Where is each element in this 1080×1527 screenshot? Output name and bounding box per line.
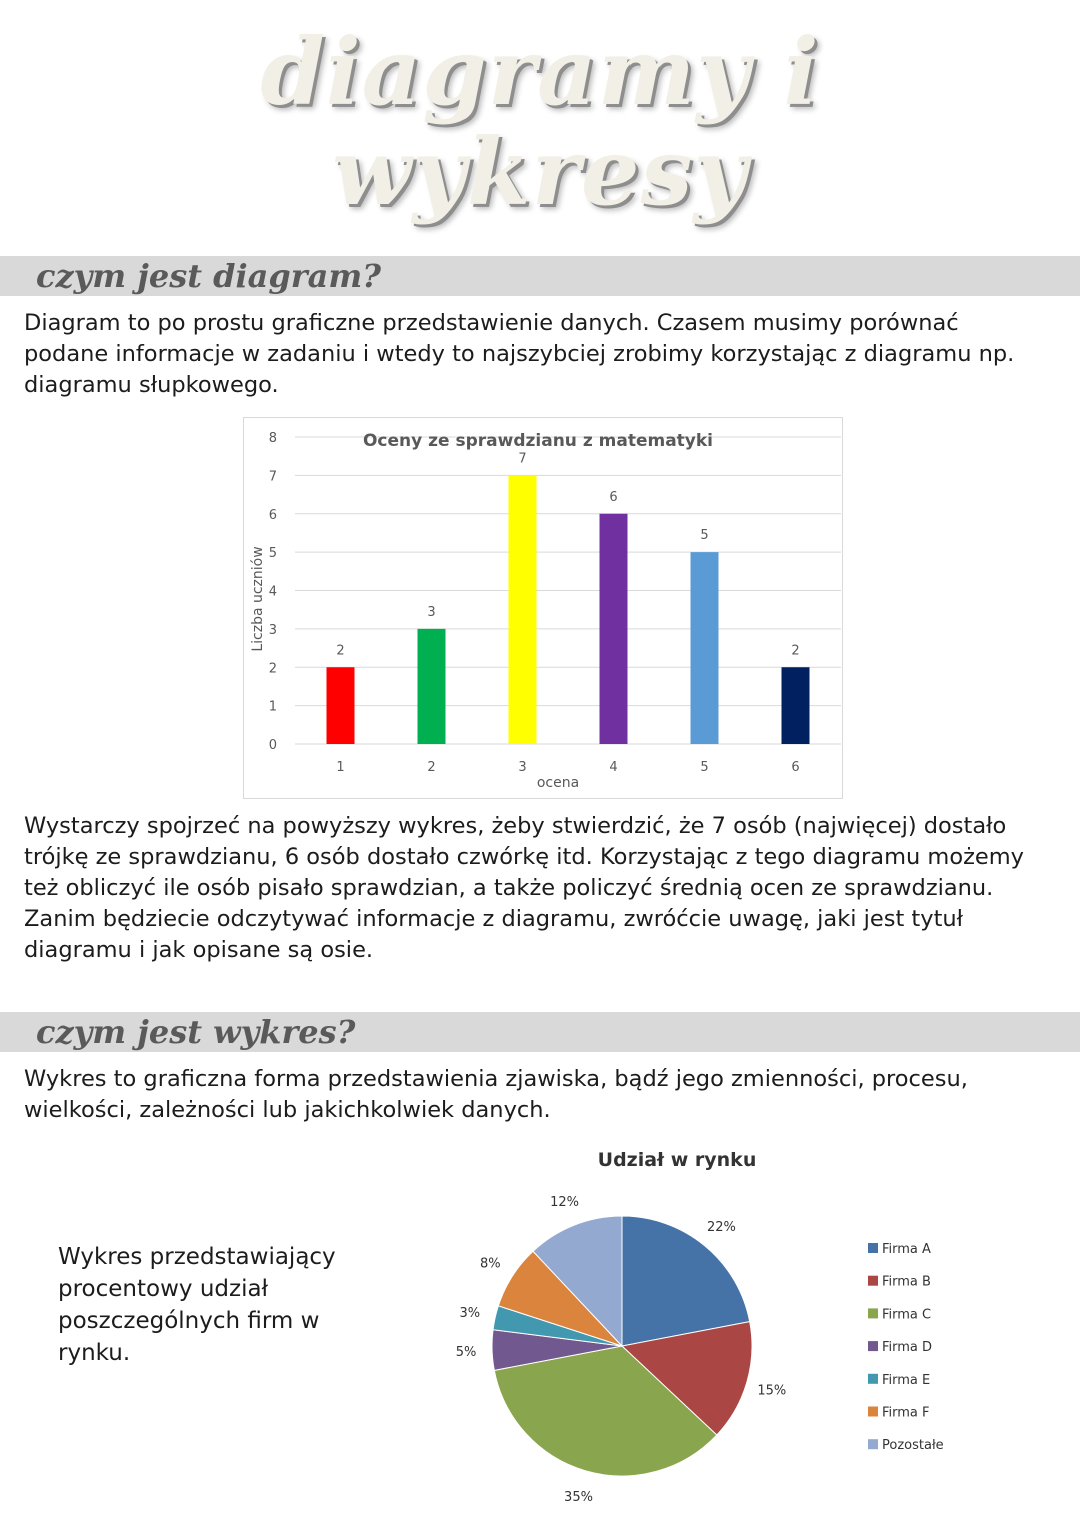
bar-data-label: 2 [336, 643, 345, 659]
bar-chart-y-tick: 8 [268, 431, 277, 446]
bar-chart-y-tick: 3 [268, 622, 277, 638]
bar-chart-y-tick: 0 [268, 738, 277, 753]
bar-data-label: 7 [518, 451, 527, 467]
bar-chart-x-tick: 1 [336, 760, 345, 775]
bar-2 [418, 629, 446, 744]
section-heading-wykres: czym jest wykres? [36, 1013, 356, 1051]
pie-value-label: 15% [757, 1383, 787, 1399]
bar-chart-y-tick: 5 [268, 546, 277, 562]
legend-swatch [868, 1243, 878, 1253]
pie-value-label: 35% [564, 1489, 593, 1505]
bar-chart-title: Oceny ze sprawdzianu z matematyki [362, 431, 714, 451]
legend-entry: Firma C [882, 1307, 932, 1323]
section-header-diagram [0, 256, 1080, 296]
bar-data-label: 2 [791, 643, 800, 659]
page-title-line-2: wykresy [332, 118, 748, 226]
bar-chart-ylabel: Liczba uczniów [250, 546, 266, 652]
bar-chart-y-tick: 4 [268, 584, 277, 600]
legend-entry: Firma B [882, 1274, 931, 1290]
bar-3 [509, 475, 537, 744]
legend-swatch [868, 1407, 878, 1417]
legend-entry: Firma E [882, 1372, 931, 1388]
diagram-intro-paragraph: Diagram to po prostu graficzne przedstawienie danych. Czasem musimy porównać podane informacje w zadaniu i wtedy to najszybciej zrobimy korzystając z diagramu np. diagramu słupkowego. [24, 310, 1015, 398]
bar-data-label: 3 [427, 604, 436, 620]
bar-6 [782, 667, 810, 744]
legend-entry: Pozostałe [882, 1438, 944, 1454]
pie-chart-caption: Wykres przedstawiający procentowy udział poszczególnych firm w rynku. [58, 1244, 336, 1366]
bar-chart-x-tick: 4 [609, 760, 618, 775]
bar-chart-y-tick: 6 [268, 507, 277, 523]
legend-swatch [868, 1341, 878, 1351]
bar-data-label: 6 [609, 489, 618, 505]
pie-value-label: 8% [479, 1256, 501, 1272]
legend-swatch [868, 1276, 878, 1286]
bar-chart-y-tick: 2 [268, 661, 277, 677]
bar-1 [327, 667, 355, 744]
diagram-explanation-paragraph: Wystarczy spojrzeć na powyższy wykres, żeby stwierdzić, że 7 osób (najwięcej) dostało trójkę ze sprawdzianu, 6 osób dostało czwórkę itd. Korzystając z tego diagramu możemy też obliczyć ile osób pisało sprawdzian, a także policzyć średnią ocen ze sprawdzianu. Zanim będziecie odczytywać informacje z diagramu, zwróćcie uwagę, jaki jest tytuł diagramu i jak opisane są osie. [24, 813, 1024, 963]
bar-chart [243, 417, 843, 799]
section-header-wykres [0, 1012, 1080, 1052]
page-title-line-1: diagramy i [260, 18, 820, 126]
bar-chart-x-tick: 2 [427, 760, 436, 775]
pie-chart [430, 1138, 1000, 1508]
legend-entry: Firma D [882, 1340, 933, 1356]
bar-data-label: 5 [700, 528, 709, 544]
legend-swatch [868, 1308, 878, 1318]
legend-entry: Firma F [882, 1405, 930, 1421]
pie-value-label: 22% [706, 1219, 736, 1235]
legend-swatch [868, 1439, 878, 1449]
pie-value-label: 5% [455, 1344, 477, 1360]
bar-chart-x-tick: 6 [791, 760, 800, 775]
bar-chart-y-tick: 1 [268, 699, 277, 715]
pie-value-label: 12% [550, 1195, 580, 1210]
wykres-intro-paragraph: Wykres to graficzna forma przedstawienia zjawiska, bądź jego zmienności, procesu, wielkości, zależności lub jakichkolwiek danych. [24, 1066, 968, 1123]
pie-value-label: 3% [459, 1306, 481, 1321]
bar-chart-y-tick: 7 [268, 469, 277, 485]
bar-chart-x-tick: 3 [518, 760, 527, 775]
legend-entry: Firma A [882, 1242, 931, 1257]
legend-swatch [868, 1374, 878, 1384]
bar-5 [691, 552, 719, 744]
bar-4 [600, 514, 628, 744]
pie-chart-title: Udział w rynku [597, 1149, 757, 1171]
bar-chart-x-tick: 5 [700, 760, 709, 775]
bar-chart-xlabel: ocena [536, 775, 580, 791]
section-heading-diagram: czym jest diagram? [36, 257, 381, 295]
